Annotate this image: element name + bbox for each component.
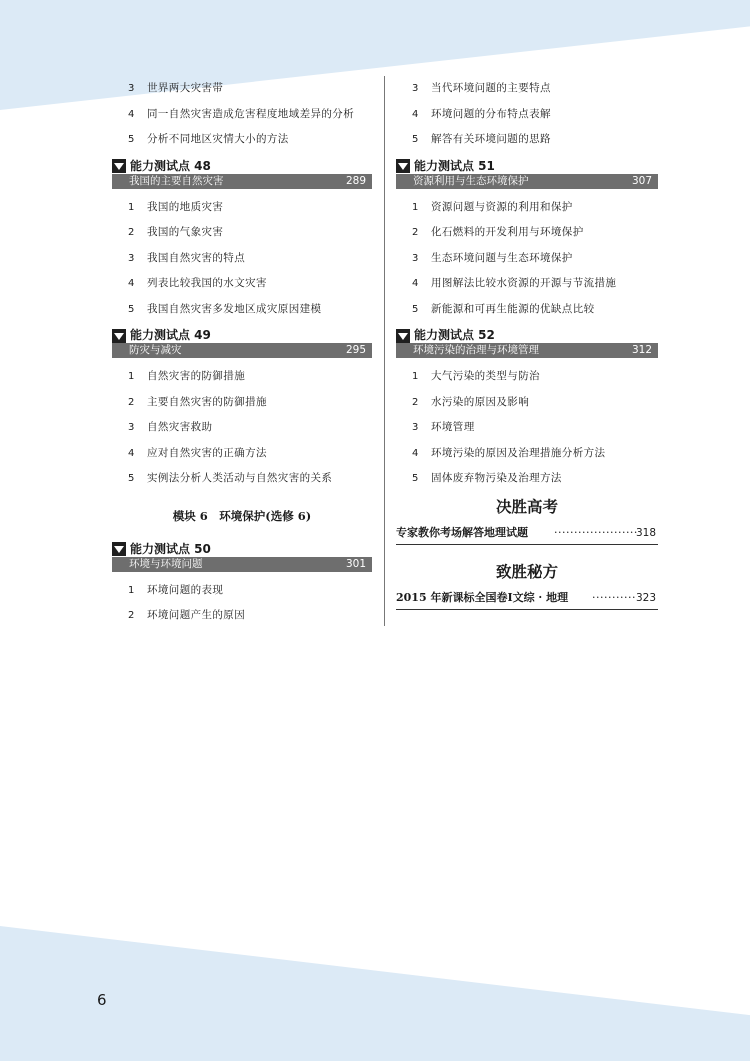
item-text: 固体废弃物污染及治理方法 [431,472,562,484]
item-number: 5 [128,303,135,315]
triangle-down-icon [112,159,126,173]
item-text: 我国自然灾害的特点 [147,251,246,264]
entry-text: 2015 年新课标全国卷Ⅰ文综 · 地理 [396,590,569,604]
toc-item[interactable] [112,603,372,629]
section-page: 312 [631,344,652,356]
section-header [112,159,372,174]
item-text: 化石燃料的开发利用与环境保护 [431,226,584,238]
item-number: 3 [128,422,135,433]
section-title: 防灾与减灾 [129,344,182,356]
special-entry-expert[interactable] [396,522,658,545]
toc-item[interactable] [396,195,658,221]
item-number: 2 [128,610,135,621]
bottom-decorative-band [0,926,750,1061]
toc-item[interactable] [396,390,658,416]
section-title: 环境污染的治理与环境管理 [413,344,539,356]
toc-item[interactable] [396,102,658,128]
item-text: 我国的地质灾害 [147,200,224,213]
item-text: 环境管理 [431,421,475,433]
section-title-bar[interactable] [396,174,658,189]
item-number: 5 [412,473,419,484]
toc-item[interactable] [112,466,372,492]
item-number: 1 [128,201,135,213]
toc-item[interactable] [112,415,372,441]
item-text: 我国自然灾害多发地区成灾原因建模 [147,302,322,315]
item-number: 5 [128,473,135,484]
entry-page: 318 [635,526,656,539]
item-text: 主要自然灾害的防御措施 [147,395,267,408]
item-text: 资源问题与资源的利用和保护 [431,200,573,213]
section-title-bar[interactable] [396,343,658,358]
triangle-down-icon [112,542,126,556]
special-entry-exam-paper[interactable] [396,587,658,610]
section-header [112,542,372,557]
item-text: 环境问题的分布特点表解 [431,107,551,120]
toc-item[interactable] [112,441,372,467]
item-number: 3 [412,422,419,433]
item-text: 分析不同地区灾情大小的方法 [147,133,289,145]
toc-item[interactable] [112,578,372,604]
item-text: 用图解法比较水资源的开源与节流措施 [431,277,617,289]
toc-item[interactable] [112,76,372,102]
section-label: 能力测试点 51 [414,158,495,173]
section-49 [112,328,372,358]
toc-item[interactable] [112,246,372,272]
toc-item[interactable] [112,271,372,297]
item-number: 2 [128,396,135,408]
page-number: 6 [97,991,107,1009]
item-text: 实例法分析人类活动与自然灾害的关系 [147,472,333,484]
item-text: 大气污染的类型与防治 [431,370,540,382]
section-title: 资源利用与生态环境保护 [413,174,529,187]
item-text: 环境问题产生的原因 [147,609,246,621]
item-text: 同一自然灾害造成危害程度地域差异的分析 [147,107,355,120]
toc-item[interactable] [396,415,658,441]
toc-item[interactable] [396,127,658,153]
item-number: 1 [412,371,419,382]
section-page: 307 [631,174,652,187]
toc-item[interactable] [396,220,658,246]
left-column [112,76,372,629]
toc-item[interactable] [396,76,658,102]
toc-item[interactable] [112,220,372,246]
item-number: 2 [128,227,135,238]
section-48 [112,159,372,189]
secret-heading: 致胜秘方 [495,562,558,581]
toc-item[interactable] [396,297,658,323]
item-number: 1 [128,371,135,382]
item-text: 生态环境问题与生态环境保护 [431,251,573,264]
item-text: 列表比较我国的水文灾害 [147,277,267,289]
section-label: 能力测试点 50 [130,541,211,556]
toc-item[interactable] [112,390,372,416]
item-text: 新能源和可再生能源的优缺点比较 [431,302,595,315]
section-52 [396,328,658,358]
toc-item[interactable] [396,271,658,297]
toc-item[interactable] [396,246,658,272]
item-number: 4 [128,447,135,459]
item-number: 1 [412,201,419,213]
item-number: 2 [412,396,419,408]
toc-item[interactable] [396,466,658,492]
item-number: 3 [412,83,419,94]
toc-item[interactable] [112,364,372,390]
item-text: 环境问题的表现 [147,583,224,596]
item-text: 自然灾害救助 [147,421,213,433]
toc-item[interactable] [396,441,658,467]
section-page: 295 [345,344,366,356]
section-51 [396,159,658,189]
item-text: 水污染的原因及影响 [431,395,530,408]
section-page: 289 [345,174,366,187]
item-number: 3 [128,83,135,94]
item-text: 解答有关环境问题的思路 [431,133,551,145]
item-text: 当代环境问题的主要特点 [431,82,551,94]
section-title-bar[interactable] [112,174,372,189]
right-column [396,76,658,610]
section-label: 能力测试点 49 [130,328,211,342]
section-50 [112,542,372,572]
entry-page: 323 [635,591,656,604]
module-title: 模块 6 环境保护(选修 6) [172,508,312,523]
item-number: 5 [412,303,419,315]
section-label: 能力测试点 52 [414,328,495,342]
section-title: 环境与环境问题 [129,557,203,570]
triangle-down-icon [396,159,410,173]
section-title-bar[interactable] [112,343,372,358]
column-divider [384,76,385,626]
exam-heading: 决胜高考 [495,497,558,516]
section-header [396,328,658,343]
triangle-down-icon [112,329,126,343]
item-number: 4 [128,278,135,289]
section-title: 我国的主要自然灾害 [129,174,224,187]
section-label: 能力测试点 48 [130,158,211,173]
item-number: 3 [412,252,419,264]
section-title-bar[interactable] [112,557,372,572]
item-number: 5 [412,134,419,145]
triangle-down-icon [396,329,410,343]
item-text: 自然灾害的防御措施 [147,370,246,382]
toc-item[interactable] [112,127,372,153]
section-header [396,159,658,174]
toc-item[interactable] [112,195,372,221]
item-number: 5 [128,134,135,145]
toc-item[interactable] [112,102,372,128]
entry-text: 专家教你考场解答地理试题 [396,525,528,539]
leader-dots: ··········· [592,590,636,604]
section-page: 301 [345,557,366,570]
item-number: 4 [412,447,419,459]
item-number: 1 [128,584,135,596]
toc-item[interactable] [112,297,372,323]
toc-item[interactable] [396,364,658,390]
item-number: 4 [412,108,419,120]
item-text: 应对自然灾害的正确方法 [147,446,267,459]
section-header [112,328,372,343]
item-text: 世界两大灾害带 [147,82,224,94]
item-number: 2 [412,227,419,238]
item-text: 环境污染的原因及治理措施分析方法 [431,446,606,459]
item-number: 4 [412,278,419,289]
item-number: 3 [128,252,135,264]
leader-dots: ····················· [554,525,638,539]
item-text: 我国的气象灾害 [147,226,224,238]
item-number: 4 [128,108,135,120]
